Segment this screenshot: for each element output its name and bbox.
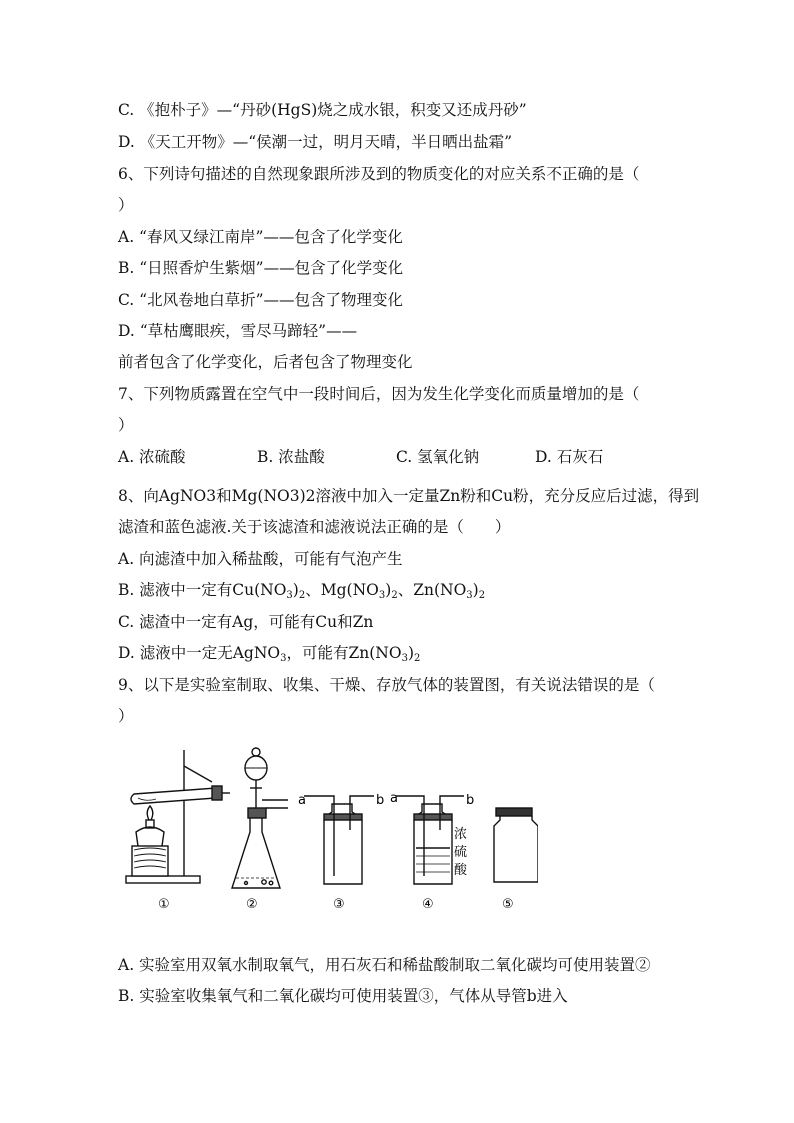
apparatus-1-heating: [126, 750, 230, 883]
question-7-options: [118, 447, 603, 467]
option-b-q7: B. 浓盐酸: [257, 448, 325, 466]
acid-char-2: 硫: [454, 845, 468, 860]
apparatus-diagram: [118, 738, 538, 920]
apparatus-figure: [118, 738, 538, 920]
option-c-q8: C. 滤渣中一定有Ag，可能有Cu和Zn: [118, 613, 374, 631]
question-9-paren: ）: [118, 707, 134, 725]
option-c-q7: C. 氢氧化钠: [396, 448, 480, 466]
figure-label-1: ①: [158, 897, 170, 912]
figure-label-5: ⑤: [502, 897, 514, 912]
port-a-label-3: a: [298, 793, 306, 808]
question-7: 7、下列物质露置在空气中一段时间后，因为发生化学变化而质量增加的是（: [118, 385, 640, 403]
option-c-q5: C. 《抱朴子》—“丹砂(HgS)烧之成水银，积变又还成丹砂”: [118, 101, 527, 119]
option-a-q8: A. 向滤渣中加入稀盐酸，可能有气泡产生: [118, 550, 403, 568]
question-8-cont: 滤渣和蓝色滤液.关于该滤渣和滤液说法正确的是（ ）: [118, 518, 511, 536]
option-d-q8: D. 滤液中一定无AgNO$_3$，可能有$Zn(NO_3)_2$: [118, 644, 421, 664]
figure-label-3: ③: [333, 897, 345, 912]
option-a-q7: A. 浓硫酸: [118, 448, 186, 466]
port-b-label-4: b: [466, 793, 475, 808]
option-b-q6: B. “日照香炉生紫烟”——包含了化学变化: [118, 259, 404, 277]
acid-char-3: 酸: [454, 863, 468, 878]
figure-label-2: ②: [246, 897, 258, 912]
option-c-q6: C. “北风卷地白草折”——包含了物理变化: [118, 291, 404, 309]
apparatus-2-flask: [232, 748, 288, 888]
port-a-label-4: a: [390, 791, 398, 806]
acid-char-1: 浓: [454, 827, 468, 842]
question-9: 9、以下是实验室制取、收集、干燥、存放气体的装置图，有关说法错误的是（: [118, 676, 655, 694]
option-d-q5: D. 《天工开物》—“侯潮一过，明月天晴，半日晒出盐霜”: [118, 133, 513, 151]
option-d-q7: D. 石灰石: [535, 448, 604, 466]
option-d-q6-cont: 前者包含了化学变化，后者包含了物理变化: [118, 353, 413, 371]
option-a-q9: A. 实验室用双氧水制取氧气，用石灰石和稀盐酸制取二氧化碳均可使用装置②: [118, 956, 651, 974]
option-b-q9: B. 实验室收集氧气和二氧化碳均可使用装置③，气体从导管b进入: [118, 987, 568, 1005]
option-d-q6: D. “草枯鹰眼疾，雪尽马蹄轻”——: [118, 322, 358, 340]
option-b-q8: B. 滤液中一定有$Cu(NO_3)_2$、$Mg(NO_3)_2$、$Zn(NO_3)_2$: [118, 581, 486, 601]
apparatus-5-storage: [494, 808, 538, 882]
apparatus-3-bottle: [304, 796, 374, 884]
question-6: 6、下列诗句描述的自然现象跟所涉及到的物质变化的对应关系不正确的是（: [118, 165, 640, 183]
figure-label-4: ④: [422, 897, 434, 912]
question-8: 8、向AgNO3和Mg(NO3)2溶液中加入一定量Zn粉和Cu粉，充分反应后过滤，得到: [118, 487, 700, 505]
port-b-label-3: b: [376, 793, 385, 808]
question-7-paren: ）: [118, 416, 134, 434]
option-a-q6: A. “春风又绿江南岸”——包含了化学变化: [118, 228, 403, 246]
question-6-paren: ）: [118, 196, 134, 214]
